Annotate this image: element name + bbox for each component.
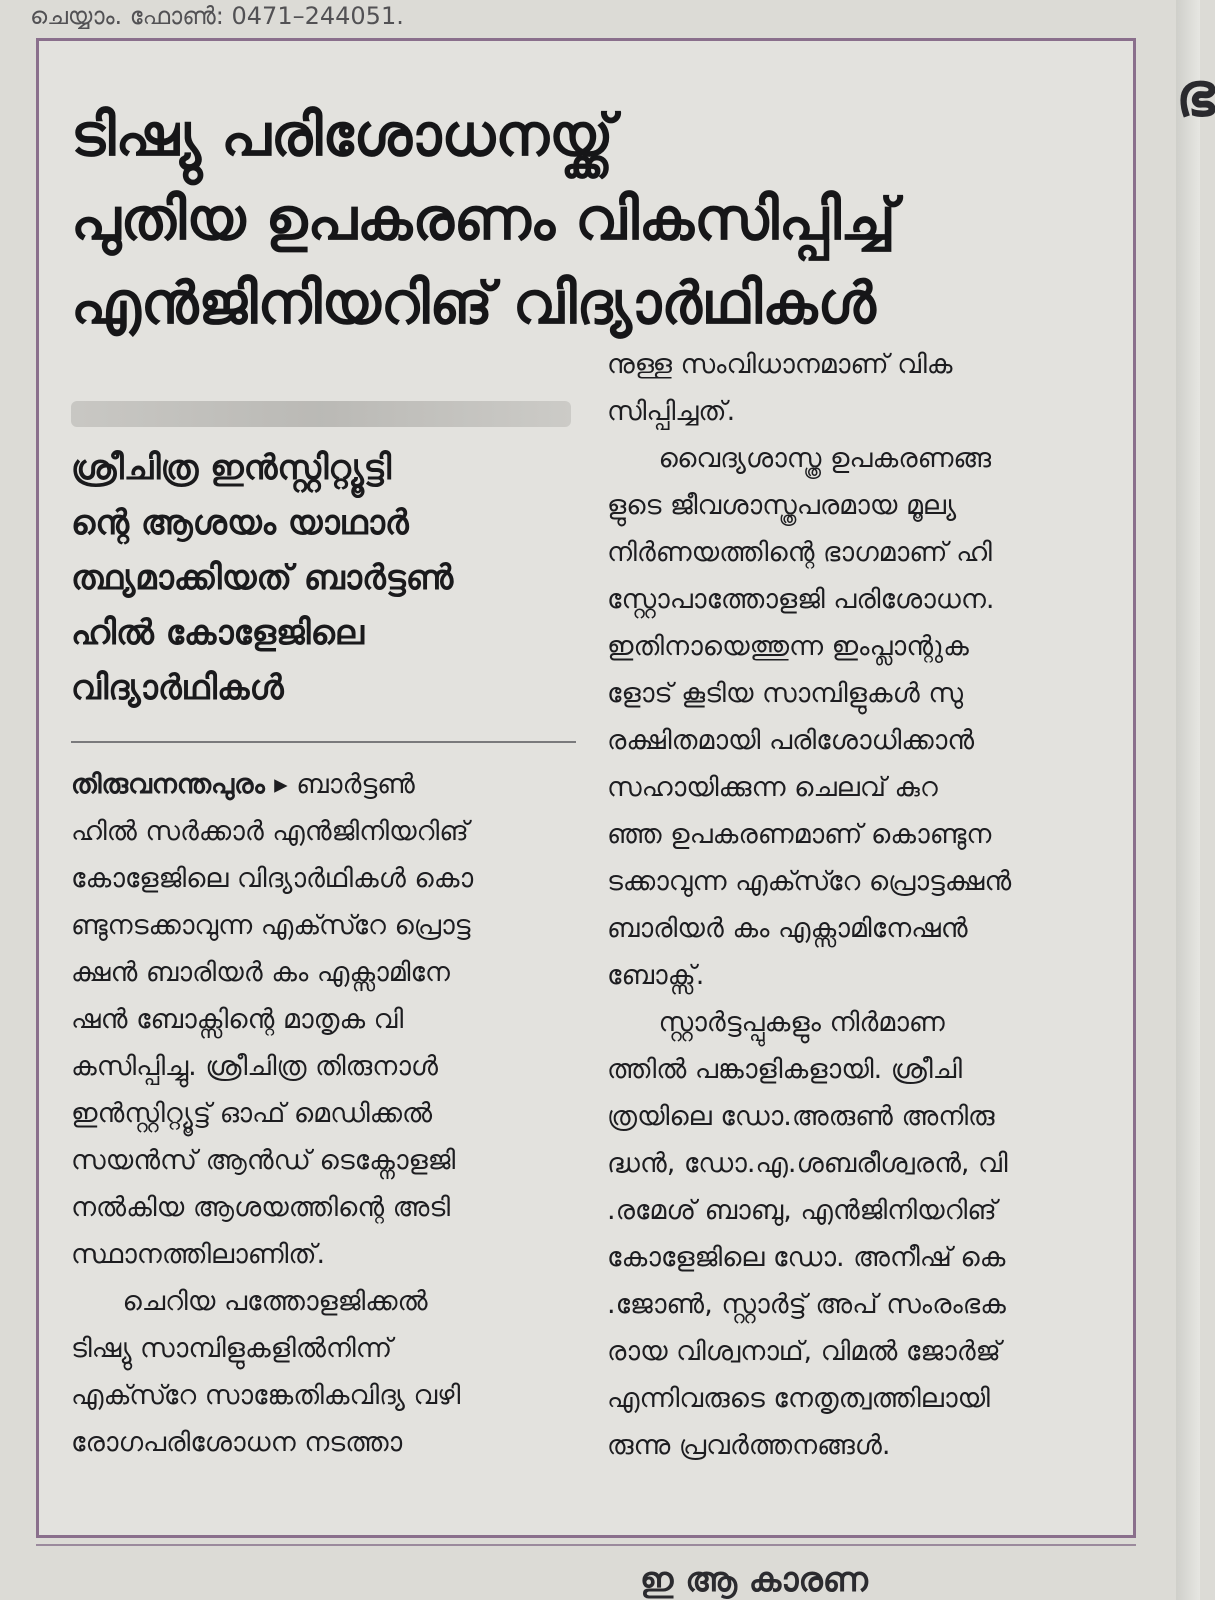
body-line: .ജോൺ, സ്റ്റാർട്ട് അപ് സംരംഭക <box>607 1289 1006 1320</box>
body-line: ണ്ടുനടക്കാവുന്ന എക്സ്റേ പ്രൊട്ട <box>71 910 471 941</box>
subheadline-line: ഹിൽ കോളേജിലെ <box>71 613 364 653</box>
subheadline-divider <box>71 741 576 743</box>
body-column-right <box>607 341 1127 1469</box>
body-line: ചെറിയ പത്തോളജിക്കൽ <box>71 1286 428 1317</box>
body-line: കോളേജിലെ വിദ്യാർഥികൾ കൊ <box>71 863 474 894</box>
body-line: സിപ്പിച്ചത്. <box>607 396 736 427</box>
news-article-box <box>36 38 1136 1538</box>
body-line: ദ്ധൻ, ഡോ.എ.ശബരീശ്വരൻ, വി <box>607 1148 1008 1179</box>
body-line: ഷൻ ബോക്സിന്റെ മാതൃക വി <box>71 1004 404 1035</box>
body-line: കസിപ്പിച്ചു. ശ്രീചിത്ര തിരുനാൾ <box>71 1051 438 1082</box>
page-divider <box>36 1544 1136 1546</box>
body-line: ബാരിയർ കം എക്സാമിനേഷൻ <box>607 913 968 944</box>
adjacent-page-edge <box>1176 0 1215 1600</box>
body-line: ടിഷ്യു സാമ്പിളുകളിൽനിന്ന് <box>71 1333 393 1364</box>
show-through-print <box>71 401 571 427</box>
body-line: സ്റ്റാർട്ടപ്പുകളും നിർമാണ <box>607 1007 945 1038</box>
body-line: രായ വിശ്വനാഥ്, വിമൽ ജോർജ് <box>607 1336 1001 1367</box>
previous-article-fragment: ചെയ്യാം. ഫോൺ: 0471–244051. <box>30 2 404 30</box>
body-line: ഹിൽ സർക്കാർ എൻജിനിയറിങ് <box>71 816 469 847</box>
subheadline-line: ത്ഥ്യമാക്കിയത് ബാർട്ടൺ <box>71 558 454 598</box>
body-line: ടക്കാവുന്ന എക്സ്റേ പ്രൊട്ടക്ഷൻ <box>607 866 1012 897</box>
next-article-fragment: ഇ ആ കാരണ <box>640 1560 868 1600</box>
body-line: ക്ഷൻ ബാരിയർ കം എക്സാമിനേ <box>71 957 450 988</box>
body-line: ഞ്ഞ ഉപകരണമാണ് കൊണ്ടുന <box>607 819 992 850</box>
body-line: എക്സ്റേ സാങ്കേതികവിദ്യ വഴി <box>71 1380 461 1411</box>
body-line: എന്നിവരുടെ നേതൃത്വത്തിലായി <box>607 1383 990 1414</box>
headline-line: എൻജിനിയറിങ് വിദ്യാർഥികൾ <box>71 269 876 337</box>
headline-line: പുതിയ ഉപകരണം വികസിപ്പിച്ച് <box>71 185 896 253</box>
body-line: .രമേശ് ബാബു, എൻജിനിയറിങ് <box>607 1195 997 1226</box>
body-line: രക്ഷിതമായി പരിശോധിക്കാൻ <box>607 725 975 756</box>
body-line <box>71 761 591 808</box>
body-line: ഇതിനായെത്തുന്ന ഇംപ്ലാന്റുക <box>607 631 969 662</box>
body-line: നൽകിയ ആശയത്തിന്റെ അടി <box>71 1192 451 1223</box>
body-line-text: ബാർട്ടൺ <box>287 769 415 800</box>
subheadline-line: ശ്രീചിത്ര ഇൻസ്റ്റിറ്റ്യൂട്ടി <box>71 448 392 488</box>
adjacent-heading-fragment: ഭ <box>1176 60 1215 130</box>
body-line: ഇൻസ്റ്റിറ്റ്യൂട്ട് ഓഫ് മെഡിക്കൽ <box>71 1098 433 1129</box>
body-line: ത്തിൽ പങ്കാളികളായി. ശ്രീചി <box>607 1054 962 1085</box>
dateline: തിരുവനന്തപുരം ▸ <box>71 769 288 800</box>
body-column-left <box>71 761 591 1466</box>
body-line: സഹായിക്കുന്ന ചെലവ് കുറ <box>607 772 938 803</box>
body-line: വൈദ്യശാസ്ത്ര ഉപകരണങ്ങ <box>607 443 992 474</box>
body-line: സയൻസ് ആൻഡ് ടെക്നോളജി <box>71 1145 456 1176</box>
body-line: രോഗപരിശോധന നടത്താ <box>71 1427 403 1458</box>
body-line: കോളേജിലെ ഡോ. അനീഷ് കെ <box>607 1242 1006 1273</box>
subheadline <box>71 441 591 716</box>
subheadline-line: വിദ്യാർഥികൾ <box>71 668 284 708</box>
body-line: നിർണയത്തിന്റെ ഭാഗമാണ് ഹി <box>607 537 992 568</box>
subheadline-line: ന്റെ ആശയം യാഥാർ <box>71 503 409 543</box>
headline <box>71 93 1131 345</box>
headline-line: ടിഷ്യു പരിശോധനയ്ക്ക് <box>71 101 614 169</box>
body-line: ത്രയിലെ ഡോ.അരുൺ അനിരു <box>607 1101 995 1132</box>
body-line: ളോട് കൂടിയ സാമ്പിളുകൾ സു <box>607 678 963 709</box>
body-line: സ്റ്റോപാത്തോളജി പരിശോധന. <box>607 584 995 615</box>
body-line: നുള്ള സംവിധാനമാണ് വിക <box>607 349 953 380</box>
body-line: സ്ഥാനത്തിലാണിത്. <box>71 1239 326 1270</box>
body-line: രുന്നു പ്രവർത്തനങ്ങൾ. <box>607 1430 891 1461</box>
body-line: ളുടെ ജീവശാസ്ത്രപരമായ മൂല്യ <box>607 490 957 521</box>
body-line: ബോക്സ്. <box>607 960 705 991</box>
